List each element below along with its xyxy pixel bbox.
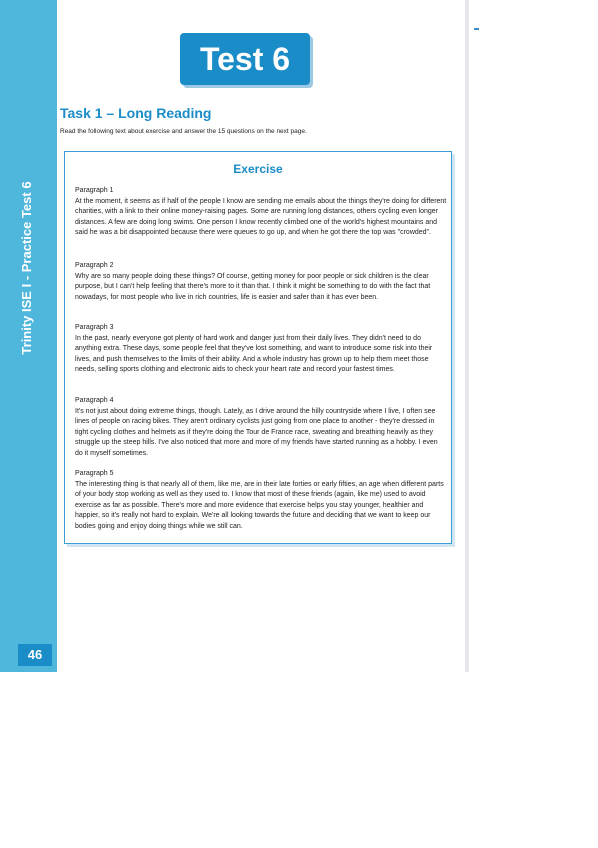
- vertical-title: Trinity ISE I - Practice Test 6: [19, 181, 34, 355]
- paragraph-3-text: In the past, nearly everyone got plenty of hard work and danger just from their daily lives. They didn't need to do anything extra. These days, some people feel that they've lost something, and want to introduce some risk into their lives, and push themselves to the limits of their ability. And a whole industry has grown up to help them meet those needs, selling sports clothing and electronic aids to check your heart rate and record your fastest times.: [75, 335, 433, 374]
- side-strip: [0, 0, 57, 672]
- paragraph-2-text: Why are so many people doing these things? Of course, getting money for poor people or sick children is the clear purpose, but I can't help feeling that there's more to it than that. I think it might be something to do with the fact that nowadays, for most people who live in rich countries, life is easier and safer than it has ever been.: [75, 273, 431, 301]
- page-edge: [465, 0, 469, 672]
- page-number: 46: [18, 644, 52, 666]
- task-title: Task 1 – Long Reading: [60, 105, 212, 121]
- paragraph-5-label: Paragraph 5: [75, 470, 114, 477]
- paragraph-2-label: Paragraph 2: [75, 262, 114, 269]
- paragraph-1-label: Paragraph 1: [75, 187, 114, 194]
- edge-mark: [474, 28, 479, 30]
- reading-passage-box: [64, 151, 452, 544]
- paragraph-4-label: Paragraph 4: [75, 397, 114, 404]
- test-badge: Test 6: [180, 33, 310, 85]
- paragraph-1-text: At the moment, it seems as if half of the people I know are sending me emails about the things they're doing for different charities, with a link to their online money-raising pages. Some are running long distances, others cycling even longer distances. A few are doing long swims. One person I know recently climbed one of the world's highest mountains and said he was a bit disappointed because there were queues to go up, and when he got there the top was "crowded".: [75, 198, 447, 237]
- task-instructions: Read the following text about exercise and answer the 15 questions on the next page.: [60, 128, 307, 135]
- paragraph-3-label: Paragraph 3: [75, 324, 114, 331]
- paragraph-4-text: It's not just about doing extreme things, though. Lately, as I drive around the hilly countryside where I live, I often see lines of people on racing bikes. They aren't ordinary cyclists just going from one place to another - they're dressed in tight cycling clothes and helmets as if they're doing the Tour de France race, sweating and breathing heavily as they struggle up the steep hills. I've also noticed that more and more of my friends have started running as a hobby. I even do it myself sometimes.: [75, 408, 438, 457]
- paragraph-5-text: The interesting thing is that nearly all of them, like me, are in their late forties or early fifties, an age when different parts of your body stop working as well as they used to. I know that most of these friends (again, like me) used to avoid exercise as far as possible. There's more and more evidence that exercise helps you stay younger, healthier and happier, so it's really not hard to explain. We're all looking towards the future and deciding that we want to keep our bodies going and enjoy doing things while we still can.: [75, 481, 444, 530]
- passage-title: Exercise: [233, 162, 283, 176]
